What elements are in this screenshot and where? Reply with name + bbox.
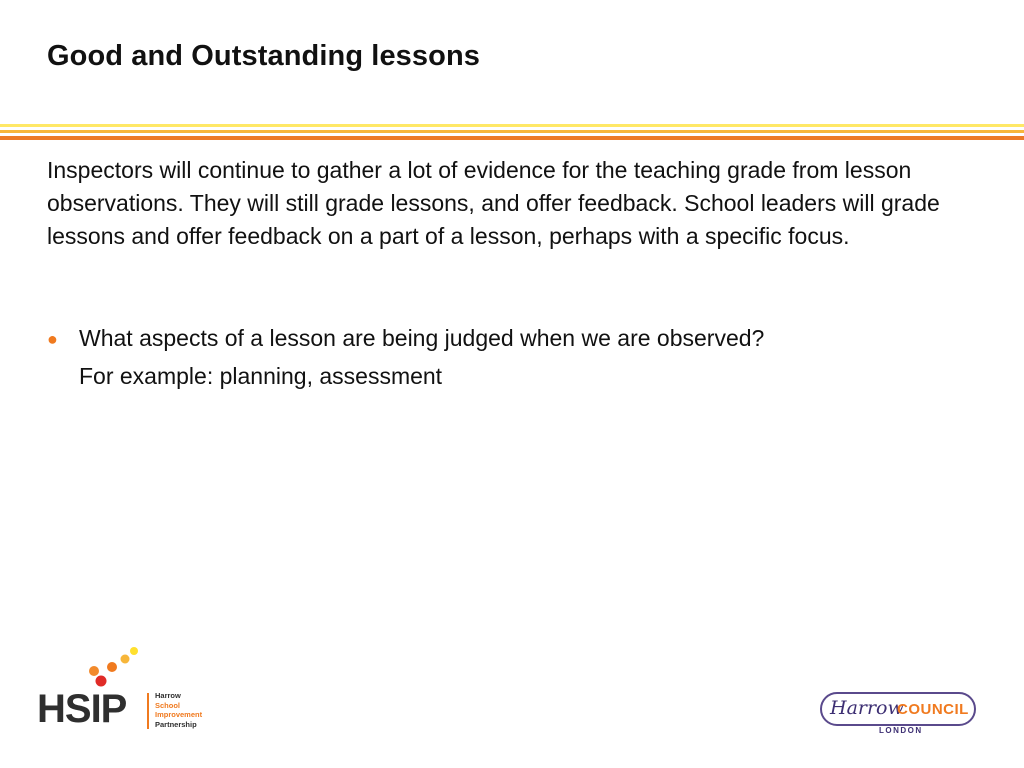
hsip-separator [147,693,149,729]
hsip-dots-icon [37,643,147,691]
council-word: COUNCIL [897,701,969,718]
hsip-line-partnership: Partnership [155,719,197,729]
body-paragraph: Inspectors will continue to gather a lot of evidence for the teaching grade from lesson observations. They will still grade lessons, and offer feedback. School leaders will grade lessons and offer feedback on a part of a lesson, perhaps with a specific focus. [47,157,940,249]
hsip-tagline [155,691,202,729]
bullet-item [47,322,764,356]
slide-title: Good and Outstanding lessons [47,40,480,72]
hsip-line-harrow: Harrow [155,691,181,700]
bullet-text: What aspects of a lesson are being judged when we are observed? [79,325,765,351]
bullet-dot-icon: ● [47,329,58,349]
hsip-line-improvement: Improvement [155,710,203,719]
hsip-line-school: School [155,700,181,710]
hsip-wordmark: HSIP [37,687,127,731]
harrow-council-logo [820,690,980,740]
council-london: LONDON [876,726,926,735]
hsip-logo [37,643,227,743]
bullet-subtext: For example: planning, assessment [79,363,443,389]
council-harrow-script: Harrow [830,697,904,719]
divider-stripe-orange [0,136,1024,140]
header-divider [0,124,1024,140]
